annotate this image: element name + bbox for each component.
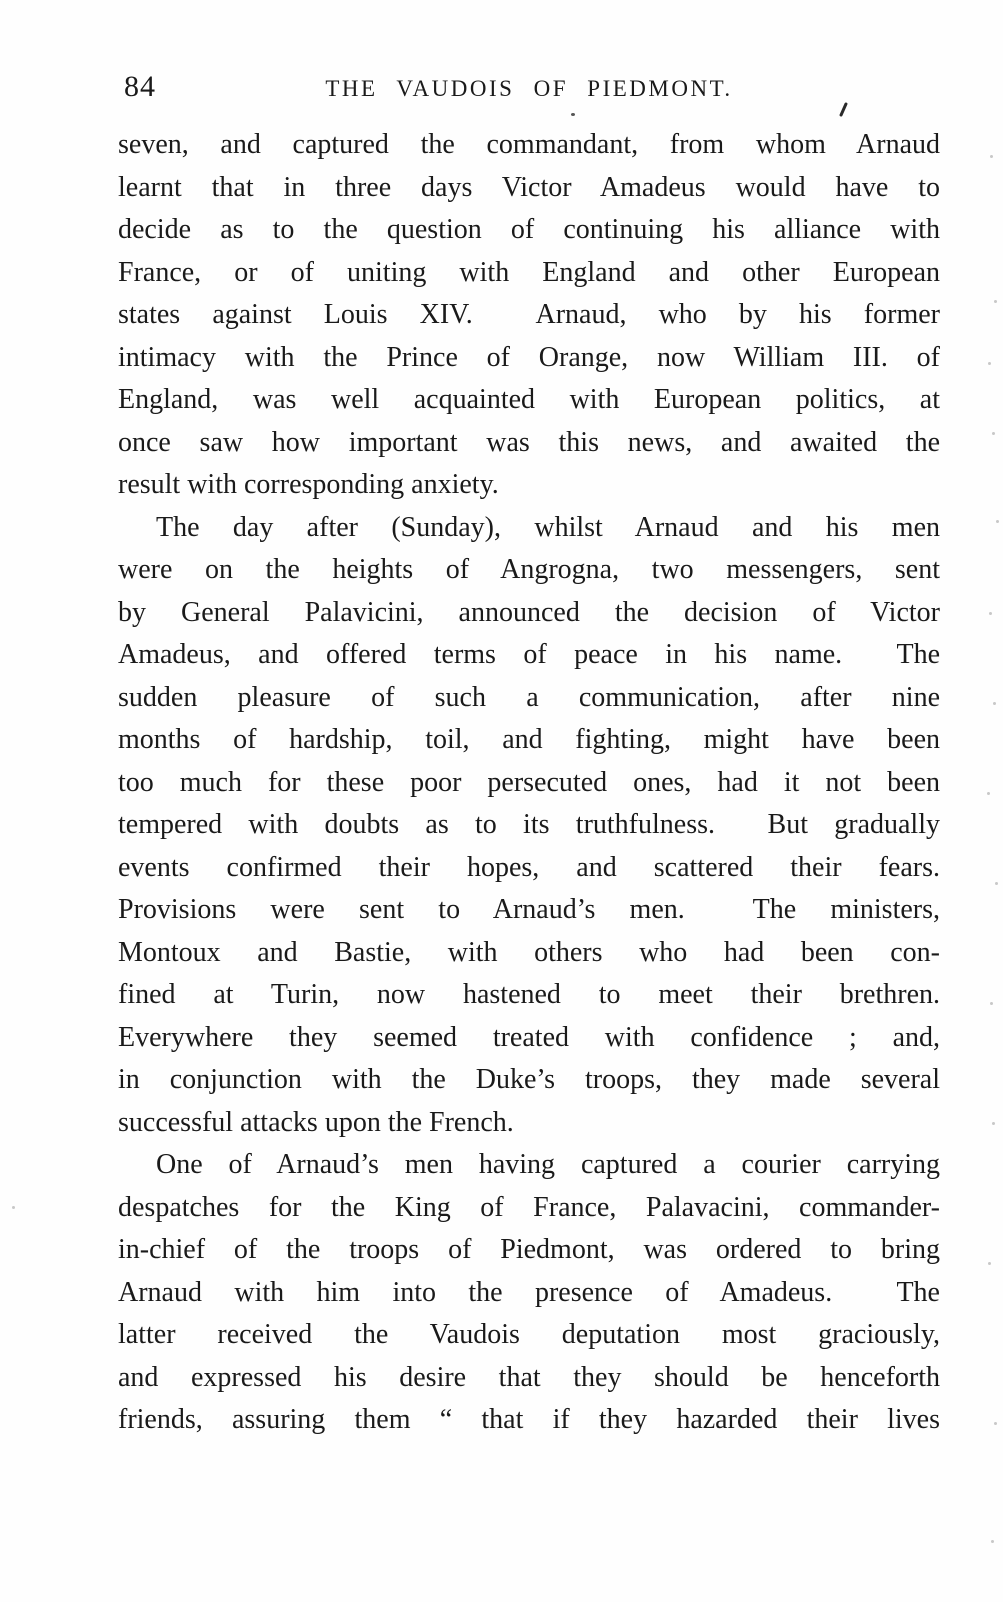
scan-speck [995, 882, 998, 885]
scan-speck [988, 362, 991, 365]
scan-speck [990, 155, 993, 158]
text-line: too much for these poor persecuted ones, had it not been [118, 766, 940, 798]
text-line: result with corresponding anxiety. [118, 469, 499, 500]
scan-speck [992, 432, 995, 435]
text-line: tempered with doubts as to its truthfulness. But gradually [118, 809, 940, 840]
text-line: latter received the Vaudois deputation most graciously, [118, 1319, 940, 1350]
scan-artifact-dot [571, 113, 575, 116]
running-title: THE VAUDOIS OF PIEDMONT. [325, 76, 733, 101]
scan-speck [991, 1540, 994, 1543]
text-line: friends, assuring them “ that if they hazarded their lives [118, 1404, 940, 1435]
text-line: states against Louis XIV. Arnaud, who by his former [118, 299, 940, 330]
scan-speck [992, 1122, 995, 1125]
text-line: intimacy with the Prince of Orange, now William III. of [118, 341, 940, 373]
text-line: by General Palavicini, announced the decision of Victor [118, 596, 940, 628]
scan-speck [990, 1002, 993, 1005]
text-line: were on the heights of Angrogna, two messengers, sent [118, 554, 940, 585]
scan-speck [12, 1206, 15, 1209]
scan-speck [987, 792, 990, 795]
text-line: Everywhere they seemed treated with confidence ; and, [118, 1021, 940, 1053]
text-line: Amadeus, and offered terms of peace in his name. The [118, 639, 940, 670]
text-line: The day after (Sunday), whilst Arnaud and his men [156, 511, 940, 543]
text-line: and expressed his desire that they should be henceforth [118, 1361, 940, 1393]
text-line: decide as to the question of continuing his alliance with [118, 214, 940, 245]
text-line: fined at Turin, now hastened to meet their brethren. [118, 979, 940, 1010]
scan-speck [993, 702, 996, 705]
text-line: successful attacks upon the French. [118, 1106, 514, 1138]
text-line: sudden pleasure of such a communication, after nine [118, 681, 940, 713]
text-line: Arnaud with him into the presence of Amadeus. The [118, 1276, 940, 1308]
text-line: Montoux and Bastie, with others who had been con- [118, 936, 940, 968]
text-line: months of hardship, toil, and fighting, might have been [118, 724, 940, 755]
text-line: once saw how important was this news, and awaited the [118, 426, 940, 458]
scan-speck [994, 1422, 997, 1425]
text-line: One of Arnaud’s men having captured a courier carrying [156, 1149, 940, 1180]
page-body [118, 124, 940, 1442]
scan-speck [989, 612, 992, 615]
scan-speck [988, 1262, 991, 1265]
text-line: learnt that in three days Victor Amadeus would have to [118, 171, 940, 203]
page-number: 84 [124, 70, 156, 103]
text-line: despatches for the King of France, Palavacini, commander- [118, 1191, 940, 1223]
scan-speck [994, 300, 997, 303]
text-line: England, was well acquainted with European politics, at [118, 384, 940, 415]
text-line: France, or of uniting with England and other European [118, 256, 940, 288]
text-line: events confirmed their hopes, and scattered their fears. [118, 851, 940, 883]
text-line: Provisions were sent to Arnaud’s men. The ministers, [118, 894, 940, 925]
text-line: in conjunction with the Duke’s troops, they made several [118, 1064, 940, 1095]
text-line: seven, and captured the commandant, from whom Arnaud [118, 129, 940, 160]
page-header [118, 68, 940, 110]
text-line: in-chief of the troops of Piedmont, was ordered to bring [118, 1234, 940, 1265]
scan-speck [996, 520, 999, 523]
